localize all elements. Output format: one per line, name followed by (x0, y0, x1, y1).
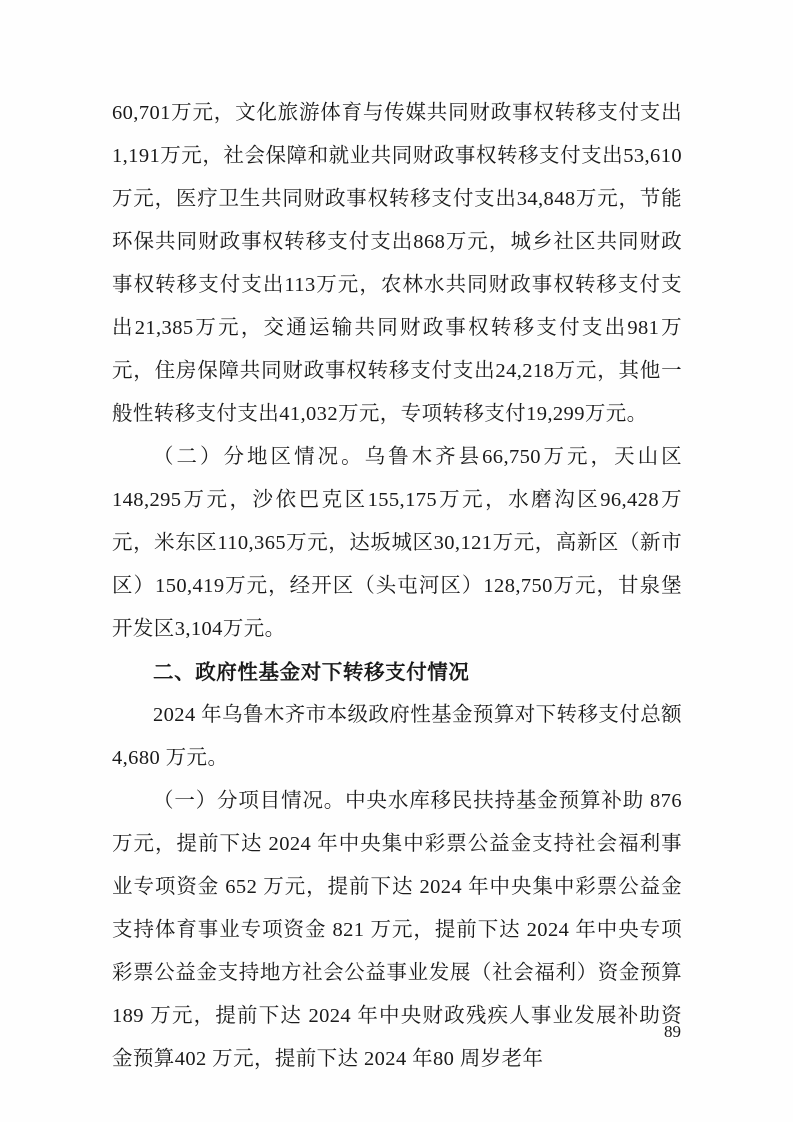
paragraph-district-breakdown: （二）分地区情况。乌鲁木齐县66,750万元，天山区148,295万元，沙依巴克区155,175万元，水磨沟区96,428万元，米东区110,365万元，达坂城区30,121万元，高新区（新市区）150,419万元，经开区（头屯河区）128,750万元，甘泉堡开发区3,104万元。 (112, 446, 682, 640)
paragraph-transfer-payment-details: 60,701万元，文化旅游体育与传媒共同财政事权转移支付支出1,191万元，社会保障和就业共同财政事权转移支付支出53,610万元，医疗卫生共同财政事权转移支付支出34,848万元，节能环保共同财政事权转移支付支出868万元，城乡社区共同财政事权转移支付支出113万元，农林水共同财政事权转移支付支出21,385万元，交通运输共同财政事权转移支付支出981万元，住房保障共同财政事权转移支付支出24,218万元，其他一般性转移支付支出41,032万元，专项转移支付19,299万元。 (112, 102, 682, 425)
page-content (112, 92, 682, 1081)
page-number: 89 (664, 1022, 681, 1041)
paragraph-fund-total: 2024 年乌鲁木齐市本级政府性基金预算对下转移支付总额 4,680 万元。 (112, 704, 682, 769)
section-heading-government-fund-transfer: 二、政府性基金对下转移支付情况 (153, 661, 470, 684)
paragraph-fund-project-breakdown: （一）分项目情况。中央水库移民扶持基金预算补助 876 万元，提前下达 2024 年中央集中彩票公益金支持社会福利事业专项资金 652 万元，提前下达 2024 年中央集中彩票公益金支持体育事业专项资金 821 万元，提前下达 2024 年中央专项彩票公益金支持地方社会公益事业发展（社会福利）资金预算 189 万元，提前下达 2024 年中央财政残疾人事业发展补助资金预算402 万元，提前下达 2024 年80 周岁老年 (112, 790, 682, 1070)
